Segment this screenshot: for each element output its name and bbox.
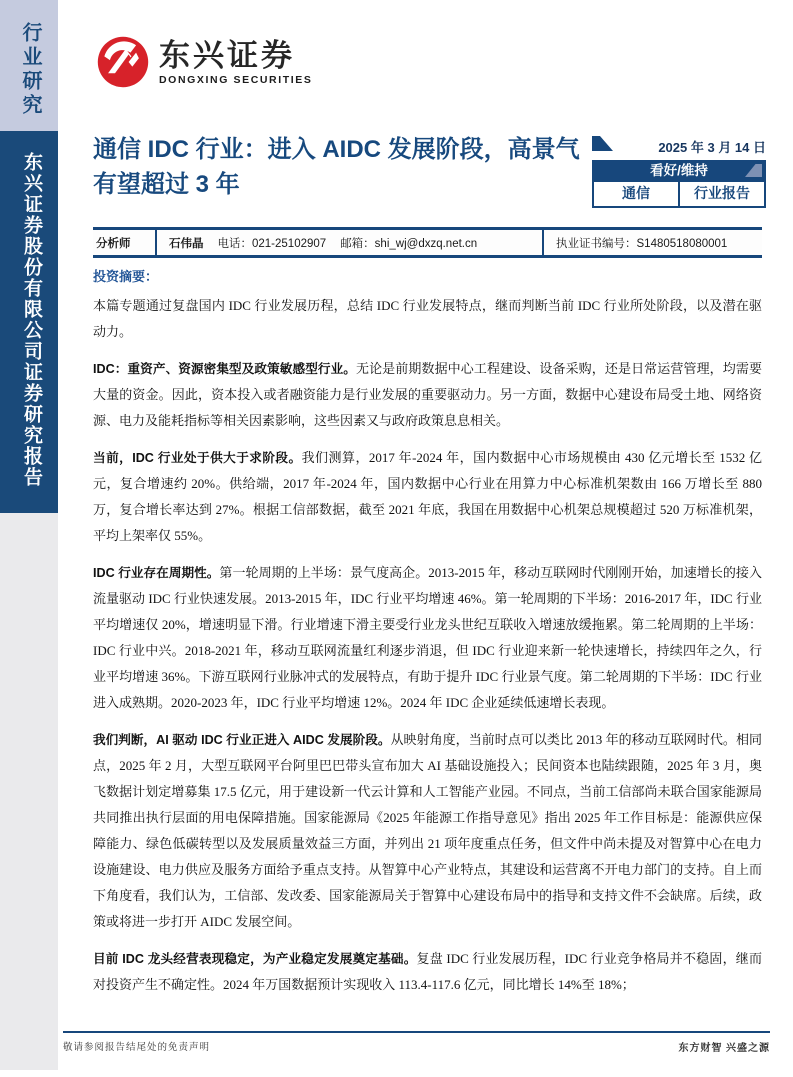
analyst-phone: 电话：021-25102907 bbox=[217, 237, 327, 250]
summary-body bbox=[93, 293, 762, 1009]
report-meta-box bbox=[592, 136, 766, 208]
analyst-email: 邮箱：shi_wj@dxzq.net.cn bbox=[340, 237, 478, 250]
report-date: 2025 年 3 月 14 日 bbox=[658, 140, 766, 155]
rating-label: 看好/维持 bbox=[650, 163, 708, 178]
logo-name-cn: 东兴证券 bbox=[159, 37, 295, 73]
summary-paragraph: 本篇专题通过复盘国内 IDC 行业发展历程，总结 IDC 行业发展特点，继而判断当前 IDC 行业所处阶段，以及潜在驱动力。 bbox=[93, 298, 762, 339]
sidebar-industry-research-label: 行业研究 bbox=[19, 22, 41, 118]
rating-badge bbox=[592, 160, 766, 182]
summary-paragraph: 我们判断，AI 驱动 IDC 行业正进入 AIDC 发展阶段。从映射角度，当前时点可以类比 2013 年的移动互联网时代。相同点，2025 年 2 月，大型互联网平台阿里巴巴带头宣布加大 AI 基础设施投入；民间资本也陆续跟随，2025 年 3 月，奥飞数据计划定增募集 17.5 亿元，用于建设新一代云计算和人工智能产业园。不同点，当前工信部尚未联合国家能源局共同推出执行层面的用电保障措施。国家能源局《2025 年能源工作指导意见》指出 2025 年工作目标是：能源供应保障能力、绿色低碳转型以及发展质量效益三方面，并列出 21 项年度重点任务，但文件中尚未提及对智算中心在电力设施建设、电力供应及服务方面给予重点支持。从智算中心产业特点，其建设和运营离不开电力部门的支持。自上而下角度看，我们认为，工信部、发改委、国家能源局关于智算中心建设布局中的指导和支持文件不会缺席。后续，政策或将进一步打开 AIDC 发展空间。 bbox=[93, 732, 762, 929]
analyst-label: 分析师 bbox=[96, 237, 131, 250]
analyst-name: 石伟晶 bbox=[169, 237, 204, 250]
analyst-bar bbox=[93, 227, 762, 258]
report-title: 通信 IDC 行业：进入 AIDC 发展阶段，高景气有望超过 3 年 bbox=[93, 136, 580, 198]
summary-paragraph: IDC：重资产、资源密集型及政策敏感型行业。无论是前期数据中心工程建设、设备采购，还是日常运营管理，均需要大量的资金。因此，资本投入或者融资能力是行业发展的重要驱动力。另一方面，数据中心建设布局受土地、网络资源、电力及能耗指标等相关因素影响，这些因素又与政府政策息息相关。 bbox=[93, 361, 762, 428]
footer-divider bbox=[63, 1031, 770, 1033]
logo-name-en: DONGXING SECURITIES bbox=[159, 73, 313, 86]
sidebar-gray-strip bbox=[0, 513, 58, 1070]
analyst-cert-number: 执业证书编号：S1480518080001 bbox=[556, 237, 728, 250]
report-date-row bbox=[592, 136, 766, 160]
summary-paragraph: 目前 IDC 龙头经营表现稳定，为产业稳定发展奠定基础。复盘 IDC 行业发展历程，IDC 行业竞争格局并不稳固，继而对投资产生不确定性。2024 年万国数据预计实现收入 113.4-117.6 亿元，同比增长 14%至 18%； bbox=[93, 951, 763, 992]
report-type-cell: 行业报告 bbox=[694, 185, 750, 201]
dongxing-emblem-icon bbox=[95, 34, 151, 90]
analyst-contact bbox=[157, 230, 542, 255]
logo-text bbox=[159, 39, 313, 86]
footer-slogan: 东方财智 兴盛之源 bbox=[678, 1043, 770, 1054]
summary-heading: 投资摘要： bbox=[93, 269, 159, 284]
summary-paragraph: 当前，IDC 行业处于供大于求阶段。我们测算，2017 年-2024 年，国内数据中心市场规模由 430 亿元增长至 1532 亿元，复合增速约 20%。供给端，2017 年-2024 年，国内数据中心行业在用算力中心标准机架数由 166 万增长至 880 万，复合增长率达到 27%。根据工信部数据，截至 2021 年底，我国在用数据中心机架总规模超过 520 万标准机架，平均上架率仅 55%。 bbox=[93, 450, 762, 543]
sidebar-company-label: 东兴证券股份有限公司证券研究报告 bbox=[21, 152, 42, 488]
summary-paragraph: IDC 行业存在周期性。第一轮周期的上半场：景气度高企。2013-2015 年，移动互联网时代刚刚开始，加速增长的接入流量驱动 IDC 行业快速发展。2013-2015 年，IDC 行业平均增速 46%。第一轮周期的下半场：2016-2017 年，IDC 行业平均增速仅 20%，增速明显下滑。行业增速下滑主要受行业龙头世纪互联收入增速放缓拖累。第二轮周期的上半场：IDC 行业中兴。2018-2021 年，移动互联网流量红利逐步消退，但 IDC 行业迎来新一轮快速增长，持续四年之久，行业平均增速 36%。下游互联网行业脉冲式的发展特点，有助于提升 IDC 行业景气度。第二轮周期的下半场：IDC 行业进入成熟期。2020-2023 年，IDC 行业平均增速 12%。2024 年 IDC 企业延续低速增长表现。 bbox=[93, 565, 762, 710]
corner-triangle-light-icon bbox=[745, 164, 762, 177]
corner-triangle-icon bbox=[592, 136, 613, 151]
report-category-row bbox=[592, 182, 766, 208]
footer-disclaimer: 敬请参阅报告结尾处的免责声明 bbox=[63, 1043, 211, 1053]
industry-cell: 通信 bbox=[594, 182, 680, 206]
company-logo bbox=[95, 34, 313, 90]
